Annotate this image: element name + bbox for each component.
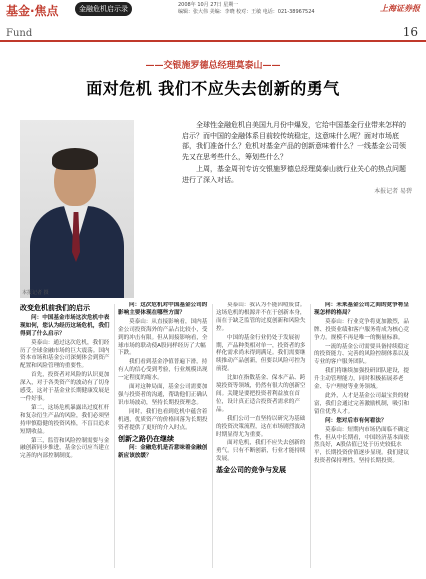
- body-paragraph: 莫泰山：短期内市场仍面临不确定性，但从中长期看，中国经济基本面依然良好，A股估值已处于历史较低水平，长期投资价值逐步显现。我们建议投资者保持理性，坚持长期投资。: [314, 426, 410, 465]
- photo-caption: 本报记者 摄: [22, 290, 49, 296]
- question-paragraph: 问：金融危机是否意味着金融创新应该放缓？: [118, 445, 208, 460]
- body-paragraph: 我们看到基金净值普遍下滑，持有人的信心受到考验，行业规模出现一定程度的缩水。: [118, 359, 208, 382]
- body-paragraph: 莫泰山：行业竞争将更加激烈，品牌、投资业绩和客户服务将成为核心竞争力。规模不再是唯一的衡量标准。: [314, 318, 410, 341]
- body-paragraph: 同时，我们也看到危机中蕴含着机遇，优质资产的价格回落为长期投资者提供了更好的介入时点。: [118, 408, 208, 431]
- body-paragraph: 我们公司一直坚持以研究为基础的投资决策流程，这在市场剧烈波动时期显得尤为重要。: [216, 415, 306, 438]
- intro-paragraph: 全球性金融危机自美国九月份中爆发，它给中国基金行业带来怎样的启示？而中国的金融体系目前较传统稳定，这意味什么呢？面对市场底部，我们准备什么？危机对基金产品的创新意味着什么？一线基金公司领先又在思考些什么，筹划些什么？: [182, 121, 406, 161]
- portrait-photo: [20, 120, 134, 298]
- kicker-title: ——交银施罗德总经理莫泰山——: [145, 61, 281, 71]
- body-paragraph: 面对危机，我们不应失去创新的勇气。只有不断创新，行业才能持续发展。: [216, 440, 306, 463]
- body-column-4: [314, 302, 410, 572]
- body-paragraph: 莫泰山：从直接影响看，国内基金公司投资海外的产品占比较小，受到的冲击有限。但从间接影响看，全球市场的联动使A股同样经历了大幅下跌。: [118, 318, 208, 357]
- body-paragraph: 此外，人才是基金公司最宝贵的财富，我们会通过完善激励机制，吸引和留住优秀人才。: [314, 392, 410, 415]
- body-paragraph: 首先，投资者对风险的认识更加深入，对于各类资产的波动有了切身感受，这对于基金业长期健康发展是一件好事。: [20, 372, 110, 402]
- body-paragraph: 比如在指数基金、保本产品、跨境投资等领域，仍然有很大的创新空间。关键是要把投资者利益放在首位，设计真正适合投资者需求的产品。: [216, 375, 306, 413]
- intro-credit: 本报记者 易碧: [374, 188, 412, 195]
- body-paragraph: 我们将继续加强投研团队建设，提升主动管理能力，同时积极拓展养老金、专户理财等业务领域。: [314, 368, 409, 391]
- header-meta: [178, 2, 315, 16]
- column-divider: [212, 304, 213, 568]
- article-titles: [0, 58, 426, 99]
- body-paragraph: 一流的基金公司需要具备持续稳定的投资能力、完善的风险控制体系以及专业的客户服务团队。: [314, 343, 410, 366]
- header-date: 2008年 10月 27日 星期一: [178, 2, 239, 8]
- subheading: 改变危机前我们的启示: [20, 304, 90, 312]
- question-paragraph: 问：这次危机对中国基金公司的影响主要体现在哪些方面？: [118, 302, 208, 316]
- question-paragraph: 问：您对后市有何看法？: [325, 417, 387, 424]
- body-paragraph: 面对这种局面，基金公司需要加强与投资者的沟通，帮助他们正确认识市场波动，坚持长期投资理念。: [118, 384, 208, 406]
- body-paragraph: 莫泰山：通过这次危机，我们经历了全球金融市场的巨大震荡。国内资本市场和基金公司深刻体会到资产配置和风险管理的重要性。: [20, 339, 110, 370]
- body-column-2: [118, 302, 208, 572]
- body-column-3: [216, 302, 306, 572]
- page-number: 16: [402, 25, 418, 39]
- subheading: 基金公司的竞争与发展: [216, 466, 286, 475]
- page-header: [0, 0, 426, 44]
- sub-section-tag: 金融危机启示录: [75, 2, 132, 16]
- article-intro: [182, 120, 412, 198]
- body-paragraph: 第三，监管和风险控制需要与金融创新同步推进，基金公司应当建立完善的内部控制制度。: [20, 437, 110, 460]
- newspaper-logo: 上海证券报: [380, 3, 420, 13]
- section-title: 基金·焦点: [6, 4, 59, 18]
- body-paragraph: 莫泰山：我认为不能因噎废食。这场危机的根源并不在于创新本身，而在于缺乏监管的过度创新和风险失控。: [216, 302, 306, 332]
- headline: 面对危机 我们不应失去创新的勇气: [86, 79, 340, 98]
- column-divider: [310, 304, 311, 568]
- intro-paragraph: 上周，基金周刊专访交银施罗德总经理莫泰山就行业关心的热点问题进行了深入对话。: [182, 165, 406, 184]
- column-divider: [114, 304, 115, 568]
- body-column-1: [20, 302, 110, 572]
- header-rule: [0, 40, 426, 42]
- body-paragraph: 中国的基金行业仍处于发展初期，产品种类相对单一，投资者的多样化需求尚未得到满足。我们需要继续推动产品创新，但要以风险可控为前提。: [216, 334, 306, 373]
- subheading: 创新之路仍在继续: [118, 434, 174, 443]
- question-paragraph: 问：未来基金公司之间的竞争将呈现怎样的格局？: [314, 302, 409, 316]
- header-editors: 编辑：张大伟 美编：李晓 校对：王敏 电话：021-38967524: [178, 9, 315, 15]
- body-paragraph: 第二，这场危机暴露出过度杠杆和复杂衍生产品的风险，我们必须坚持审慎稳健的投资风格，不盲目追求短期收益。: [20, 404, 110, 435]
- photo-hair: [52, 148, 98, 170]
- fund-label: Fund: [6, 28, 33, 39]
- question-paragraph: 问：中国基金市场这次危机中表现如何，您认为经历这场危机，我们得到了什么启示？: [20, 314, 110, 337]
